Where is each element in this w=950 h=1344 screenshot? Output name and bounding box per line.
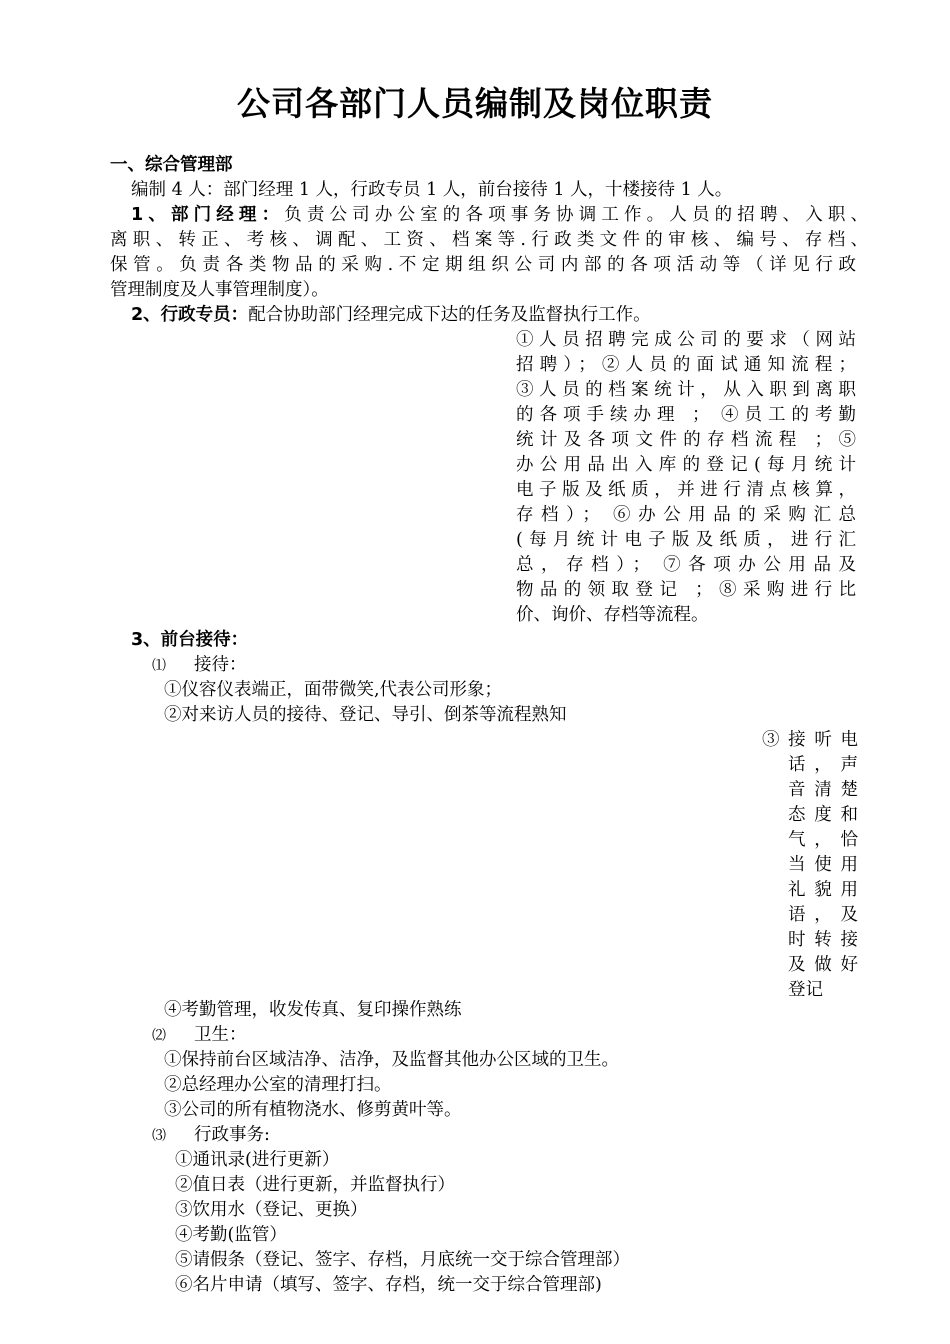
sub1-item-3-line: 当使用 xyxy=(788,855,858,875)
sub2-item: ①保持前台区域洁净、洁净，及监督其他办公区域的卫生。 xyxy=(164,1050,619,1070)
sub1-item: ①仪容仪表端正，面带微笑,代表公司形象； xyxy=(164,680,503,700)
manager-label: 1、部门经理： xyxy=(131,205,285,225)
page-title: 公司各部门人员编制及岗位职责 xyxy=(237,84,713,123)
sub1-item-3-line: 话，声 xyxy=(788,755,858,775)
admin-label: 2、行政专员： xyxy=(131,305,249,325)
admin-duty-line: 物品的领取登记 ；⑧采购进行比 xyxy=(516,580,856,600)
sub1-item-3-column xyxy=(762,728,858,1003)
admin-text: 配合协助部门经理完成下达的任务及监督执行工作。 xyxy=(248,305,651,325)
sub1-item-3-line: 态度和 xyxy=(788,805,858,825)
manager-text-1: 负责公司办公室的各项事务协调工作。人员的招聘、入职、 xyxy=(284,205,868,225)
sub1-item-3-line: 登记 xyxy=(788,980,823,1000)
sub3-item: ①通讯录(进行更新） xyxy=(175,1150,340,1170)
admin-duty-line: 招聘）；②人员的面试通知流程； xyxy=(516,355,856,375)
admin-duty-line: 总，存档）； ⑦各项办公用品及 xyxy=(516,555,856,575)
reception-sub3 xyxy=(152,1123,270,1149)
sub3-item: ⑤请假条（登记、签字、存档，月底统一交于综合管理部） xyxy=(175,1250,630,1270)
sub1-number: ⑴ xyxy=(152,658,166,674)
admin-line xyxy=(131,303,651,328)
sub1-label: 接待： xyxy=(194,655,247,675)
admin-duty-line: 统计及各项文件的存档流程 ；⑤ xyxy=(516,430,856,450)
sub3-number: ⑶ xyxy=(152,1128,166,1144)
reception-label: 3、前台接待： xyxy=(131,630,249,650)
sub1-item-3-line: ③接听电 xyxy=(762,730,858,750)
sub3-item: ②值日表（进行更新，并监督执行） xyxy=(175,1175,455,1195)
sub1-item-3-line: 语，及 xyxy=(788,905,858,925)
admin-duties-column xyxy=(516,328,856,628)
manager-line-3: 保管。负责各类物品的采购.不定期组织公司内部的各项活动等（详见行政 xyxy=(110,255,856,275)
sub3-label: 行政事务: xyxy=(194,1125,270,1145)
admin-duty-line: ①人员招聘完成公司的要求（网站 xyxy=(516,330,856,350)
sub3-item: ④考勤(监管） xyxy=(175,1225,287,1245)
sub1-item-3-line: 及做好 xyxy=(788,955,858,975)
reception-sub2 xyxy=(152,1023,247,1049)
sub1-item-3-line: 音清楚 xyxy=(788,780,858,800)
sub3-item: ③饮用水（登记、更换） xyxy=(175,1200,368,1220)
sub1-item-4: ④考勤管理，收发传真、复印操作熟练 xyxy=(164,1000,462,1020)
sub1-item-3-line: 时转接 xyxy=(788,930,858,950)
staffing-text: 编制 4 人：部门经理 1 人，行政专员 1 人，前台接待 1 人，十楼接待 1 人。 xyxy=(131,180,733,200)
admin-duty-line: 的各项手续办理 ； ④员工的考勤 xyxy=(516,405,856,425)
sub2-item: ②总经理办公室的清理打扫。 xyxy=(164,1075,392,1095)
sub1-item-3-line: 气，恰 xyxy=(788,830,858,850)
sub1-item: ②对来访人员的接待、登记、导引、倒茶等流程熟知 xyxy=(164,705,567,725)
manager-line-2: 离职、转正、考核、调配、工资、档案等.行政类文件的审核、编号、存档、 xyxy=(110,230,868,250)
admin-duty-line: 电子版及纸质，并进行清点核算， xyxy=(516,480,856,500)
admin-duty-line: 价、询价、存档等流程。 xyxy=(516,605,709,625)
admin-duty-line: ③人员的档案统计，从入职到离职 xyxy=(516,380,856,400)
manager-line-4: 管理制度及人事管理制度）。 xyxy=(110,280,329,300)
section-heading: 一、综合管理部 xyxy=(110,155,233,175)
admin-duty-line: 办公用品出入库的登记(每月统计 xyxy=(516,455,856,475)
sub2-number: ⑵ xyxy=(152,1028,166,1044)
admin-duty-line: 存档）； ⑥办公用品的采购汇总 xyxy=(516,505,856,525)
sub1-item-3-line: 礼貌用 xyxy=(788,880,858,900)
reception-sub1 xyxy=(152,653,247,679)
sub2-item: ③公司的所有植物浇水、修剪黄叶等。 xyxy=(164,1100,462,1120)
sub2-label: 卫生： xyxy=(194,1025,247,1045)
manager-line-1 xyxy=(131,203,868,228)
sub3-item: ⑥名片申请（填写、签字、存档，统一交于综合管理部) xyxy=(175,1275,602,1295)
admin-duty-line: (每月统计电子版及纸质，进行汇 xyxy=(516,530,856,550)
